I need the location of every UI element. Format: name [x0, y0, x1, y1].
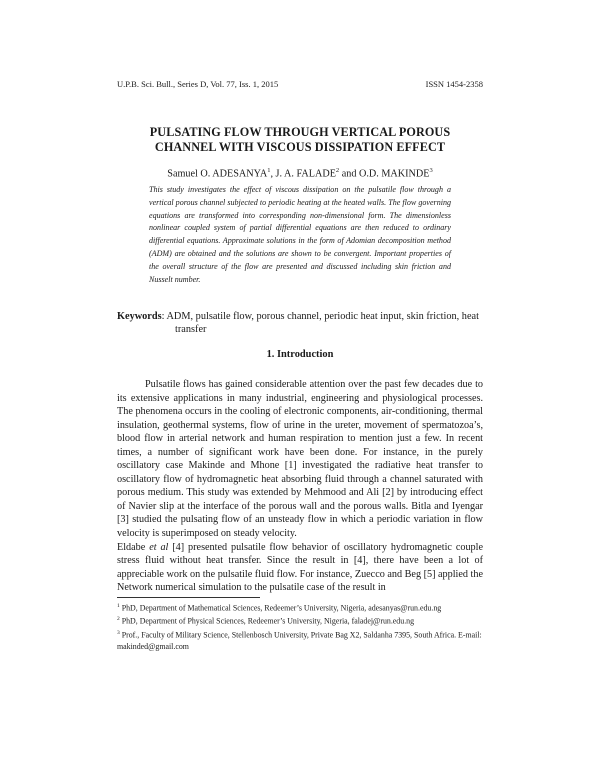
- footnote-3: [117, 628, 483, 653]
- issn: ISSN 1454-2358: [425, 79, 483, 89]
- running-header: [117, 79, 483, 89]
- journal-citation: U.P.B. Sci. Bull., Series D, Vol. 77, Iss. 1, 2015: [117, 79, 279, 89]
- keywords: [117, 311, 483, 337]
- introduction-body: [117, 378, 483, 595]
- author-1: Samuel O. ADESANYA: [167, 168, 268, 180]
- footnote-1-mark: 1: [117, 603, 120, 609]
- footnote-2: [117, 614, 483, 627]
- author-line: [117, 164, 483, 180]
- author-separator: ,: [270, 168, 276, 180]
- author-2: J. A. FALADE: [275, 168, 336, 180]
- footnote-3-text: Prof., Faculty of Military Science, Stellenbosch University, Private Bag X2, Saldanha 7395, South Africa. E-mail: makinded@gmail.com: [117, 630, 482, 652]
- paragraph-2-etal: et al: [149, 541, 169, 553]
- section-heading-introduction: 1. Introduction: [266, 349, 334, 360]
- keywords-colon: :: [161, 311, 167, 322]
- keywords-list: ADM, pulsatile flow, porous channel, periodic heat input, skin friction, heat transfer: [166, 311, 479, 335]
- author-3-footnote-mark: 3: [429, 167, 433, 174]
- footnote-divider: [117, 597, 260, 598]
- paragraph-2-lead: Eldabe: [117, 541, 150, 553]
- paragraph-2: [117, 541, 483, 595]
- footnote-1: [117, 601, 483, 614]
- paper-title: [117, 125, 483, 155]
- author-2-footnote-mark: 2: [335, 167, 340, 174]
- footnotes: [117, 601, 483, 653]
- paragraph-2-rest: [4] presented pulsatile flow behavior of oscillatory hydromagnetic couple stress fluid without heat transfer. Since the result in [4], there have been a lot of appreciable work on the pulsatile fluid flow. For instance, Zuecco and Beg [5] applied the Network numerical simulation to the pulsatile case of the result in: [117, 541, 483, 594]
- author-3: O.D. MAKINDE: [358, 168, 430, 180]
- paragraph-1: Pulsatile flows has gained considerable attention over the past few decades due to its extensive applications in many industrial, engineering and physiological processes. The phenomena occurs in the cooling of electronic components, air-conditioning, thermal insulation, geothermal systems, flow of urine in the ureter, movement of spermatozoa’s, blood flow in arterial network and human respiration to mention just a few. In recent times, a number of significant work have been done. For instance, in the purely oscillatory case Makinde and Mhone [1] investigated the radiative heat transfer to oscillatory flow of hydromagnetic heat absorbing fluid through a channel saturated with porous medium. This study was extended by Mehmood and Ali [2] by introducing effect of Navier slip at the interface of the porous wall and the porous walls. Bitla and Iyengar [3] studied the pulsating flow of an unsteady flow in which a periodic variation in flow velocity is superimposed on steady velocity.: [117, 379, 483, 540]
- keywords-block: [117, 311, 483, 337]
- footnote-2-text: PhD, Department of Physical Sciences, Redeemer’s University, Nigeria, faladej@run.edu.ng: [119, 617, 415, 627]
- author-1-footnote-mark: 1: [267, 167, 271, 174]
- footnote-3-mark: 3: [117, 629, 120, 636]
- title-line-2: CHANNEL WITH VISCOUS DISSIPATION EFFECT: [154, 140, 446, 154]
- keywords-label: Keywords: [117, 311, 162, 322]
- title-line-1: PULSATING FLOW THROUGH VERTICAL POROUS: [149, 125, 451, 139]
- footnote-2-mark: 2: [117, 616, 120, 623]
- author-conjunction: and: [339, 168, 359, 180]
- footnote-1-text: PhD, Department of Mathematical Sciences, Redeemer’s University, Nigeria, adesanyas@run.edu.ng: [119, 603, 442, 613]
- abstract: This study investigates the effect of viscous dissipation on the pulsatile flow through a vertical porous channel subjected to periodic heating at the heated walls. The flow governing equations are transformed into corresponding non-dimensional form. The dimensionless nonlinear coupled system of partial differential equations are then reduced to ordinary differential equations. Approximate solutions in the form of Adomian decomposition method (ADM) are obtained and the solutions are shown to be convergent. Important properties of the overall structure of the flow are presented and discussed including skin friction and Nusselt number.: [149, 185, 451, 284]
